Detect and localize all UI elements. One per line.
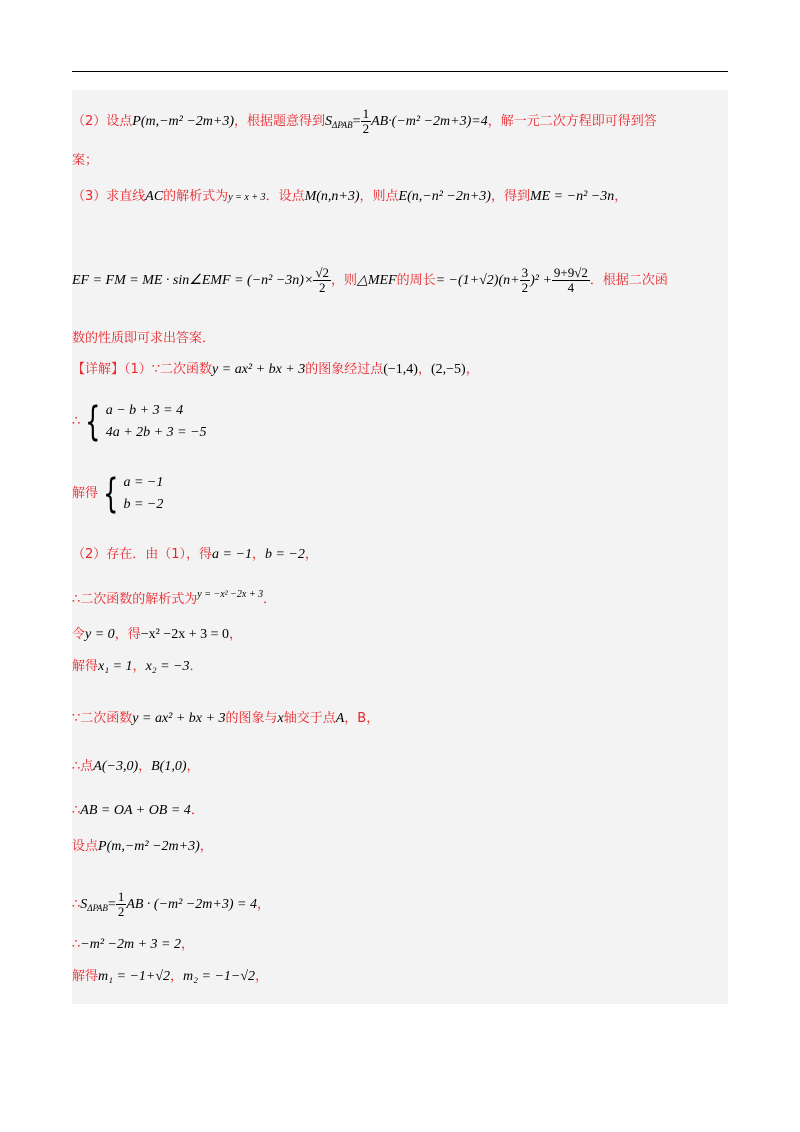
- header-rule: [72, 71, 728, 72]
- detail-line1: 【详解】（1）∵二次函数y = ax² + bx + 3的图象经过点(−1,4)，(2,−5)，: [72, 362, 479, 377]
- fraction-half: $\frac{1}{2}$: [362, 106, 370, 136]
- part2-line10: ∴−m² −2m + 3 = 2，: [72, 937, 195, 952]
- left-brace-icon: {: [85, 399, 101, 445]
- part2-line9: $\therefore S_{\Delta PAB}=$ $\frac{1}{2}$ AB · (−m² −2m+3) = 4，: [72, 889, 270, 919]
- equation-solution-1: 解得 { a = −1 b = −2: [72, 471, 164, 517]
- analysis-part2-line2: 案；: [72, 153, 99, 168]
- part2-line1: （2）存在．由（1），得a = −1，b = −2，: [72, 547, 318, 562]
- solution-block: [72, 90, 728, 1004]
- analysis-part3-line2: EF = FM = ME · sin∠EMF = (−n² −3n)× $\frac{√2}{2}$ ，则△MEF的周长= −(1+√2)(n+ $\frac{3}{2}$ )² + $\frac{9+9√2}{4}$ ．根据二次函: [72, 265, 668, 295]
- left-brace-icon: {: [103, 471, 119, 517]
- part2-line4: 解得x₁ = 1，x₂ = −3．: [72, 659, 203, 674]
- equation-system-1: ∴ { a − b + 3 = 4 4a + 2b + 3 = −5: [72, 399, 207, 445]
- analysis-part3-line3: 数的性质即可求出答案．: [72, 331, 216, 346]
- analysis-part2-line1: （2）设点P(m,−m² −2m+3)，根据题意得到$S_{\Delta PAB}=$ $\frac{1}{2}$ AB·(−m² −2m+3)=4，解一元二次方程即可得到答: [72, 106, 657, 136]
- part2-line11: 解得m₁ = −1+√2，m₂ = −1−√2，: [72, 969, 269, 984]
- analysis-part3-line1: （3）求直线AC的解析式为y = x + 3．设点M(n,n+3)，则点E(n,−n² −2n+3)，得到ME = −n² −3n，: [72, 189, 628, 204]
- part2-line7: ∴AB = OA + OB = 4．: [72, 803, 204, 818]
- part2-line5: ∵二次函数y = ax² + bx + 3的图象与x轴交于点A，B，: [72, 711, 380, 726]
- part2-line8: 设点P(m,−m² −2m+3)，: [72, 839, 213, 854]
- part2-line2: ∴二次函数的解析式为$^{y = -x^2 -2x + 3}$．: [72, 589, 277, 607]
- part2-line3: 令y = 0，得−x² −2x + 3 = 0，: [72, 627, 242, 642]
- part2-line6: ∴点A(−3,0)，B(1,0)，: [72, 759, 200, 774]
